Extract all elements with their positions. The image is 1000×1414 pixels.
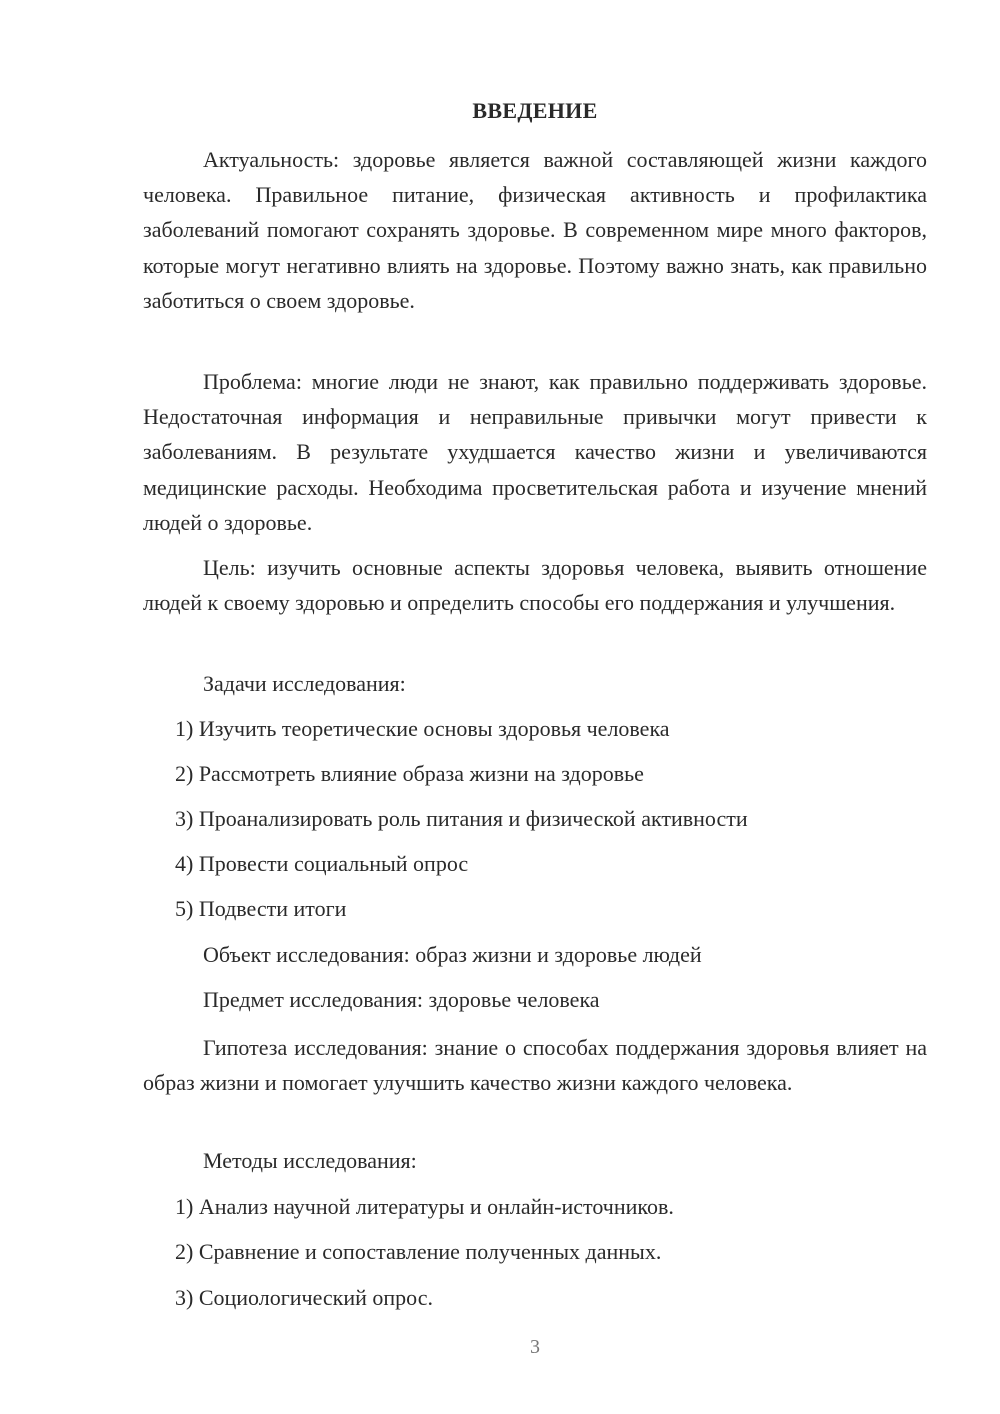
goal-paragraph: Цель: изучить основные аспекты здоровья человека, выявить отношение людей к своему здоровью и определить способы его поддержания и улучшения. bbox=[143, 555, 927, 616]
method-item: 1) Анализ научной литературы и онлайн-источников. bbox=[175, 1194, 674, 1219]
hypothesis-paragraph: Гипотеза исследования: знание о способах поддержания здоровья влияет на образ жизни и помогает улучшить качество жизни каждого человека. bbox=[143, 1035, 927, 1096]
methods-heading: Методы исследования: bbox=[203, 1148, 417, 1173]
research-object: Объект исследования: образ жизни и здоровье людей bbox=[203, 942, 702, 967]
relevance-paragraph: Актуальность: здоровье является важной составляющей жизни каждого человека. Правильное питание, физическая активность и профилактика заболеваний помогают сохранять здоровье. В современном мире много факторов, которые могут негативно влиять на здоровье. Поэтому важно знать, как правильно заботиться о своем здоровье. bbox=[143, 147, 927, 313]
task-item: 1) Изучить теоретические основы здоровья человека bbox=[175, 716, 670, 741]
method-item: 2) Сравнение и сопоставление полученных данных. bbox=[175, 1239, 662, 1264]
task-item: 3) Проанализировать роль питания и физической активности bbox=[175, 806, 748, 831]
research-subject: Предмет исследования: здоровье человека bbox=[203, 987, 600, 1012]
task-item: 2) Рассмотреть влияние образа жизни на здоровье bbox=[175, 761, 644, 786]
page-title: ВВЕДЕНИЕ bbox=[472, 98, 598, 123]
task-item: 5) Подвести итоги bbox=[175, 896, 347, 921]
method-item: 3) Социологический опрос. bbox=[175, 1285, 433, 1310]
task-item: 4) Провести социальный опрос bbox=[175, 851, 469, 876]
problem-paragraph: Проблема: многие люди не знают, как правильно поддерживать здоровье. Недостаточная информация и неправильные привычки могут привести к заболеваниям. В результате ухудшается качество жизни и увеличиваются медицинские расходы. Необходима просветительская работа и изучение мнений людей о здоровье. bbox=[143, 369, 927, 535]
tasks-heading: Задачи исследования: bbox=[203, 671, 406, 696]
page-number: 3 bbox=[530, 1336, 540, 1358]
